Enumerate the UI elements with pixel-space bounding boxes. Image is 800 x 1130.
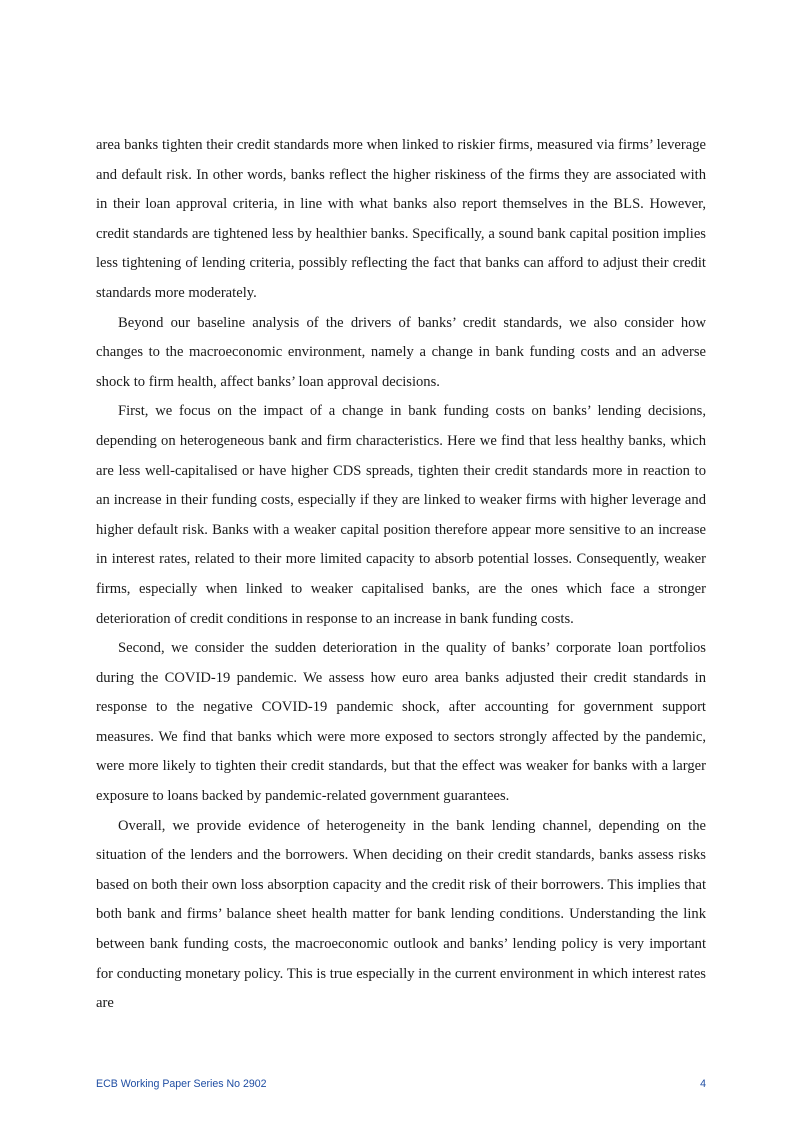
- paragraph-3: First, we focus on the impact of a change in bank funding costs on banks’ lending decisions, depending on heterogeneous bank and firm characteristics. Here we find that less healthy banks, which are less well-capitalised or have higher CDS spreads, tighten their credit standards more in reaction to an increase in their funding costs, especially if they are linked to weaker firms with higher leverage and higher default risk. Banks with a weaker capital position therefore appear more sensitive to an increase in interest rates, related to their more limited capacity to absorb potential losses. Consequently, weaker firms, especially when linked to weaker capitalised banks, are the ones which face a stronger deterioration of credit conditions in response to an increase in bank funding costs.: [96, 403, 706, 627]
- paragraph-1: area banks tighten their credit standards more when linked to riskier firms, measured via firms’ leverage and default risk. In other words, banks reflect the higher riskiness of the firms they are associated with in their loan approval criteria, in line with what banks also report themselves in the BLS. However, credit standards are tightened less by healthier banks. Specifically, a sound bank capital position implies less tightening of lending criteria, possibly reflecting the fact that banks can afford to adjust their credit standards more moderately.: [96, 137, 706, 301]
- page-footer: [96, 1078, 706, 1090]
- footer-series-title: ECB Working Paper Series No 2902: [96, 1078, 267, 1090]
- footer-page-number: 4: [700, 1078, 706, 1090]
- body-text: [96, 131, 706, 1019]
- paragraph-5: Overall, we provide evidence of heterogeneity in the bank lending channel, depending on the situation of the lenders and the borrowers. When deciding on their credit standards, banks assess risks based on both their own loss absorption capacity and the credit risk of their borrowers. This implies that both bank and firms’ balance sheet health matter for bank lending conditions. Understanding the link between bank funding costs, the macroeconomic outlook and banks’ lending policy is very important for conducting monetary policy. This is true especially in the current environment in which interest rates are: [96, 817, 706, 1012]
- paragraph-2: Beyond our baseline analysis of the drivers of banks’ credit standards, we also consider how changes to the macroeconomic environment, namely a change in bank funding costs and an adverse shock to firm health, affect banks’ loan approval decisions.: [96, 314, 706, 390]
- paragraph-4: Second, we consider the sudden deterioration in the quality of banks’ corporate loan portfolios during the COVID-19 pandemic. We assess how euro area banks adjusted their credit standards in response to the negative COVID-19 pandemic shock, after accounting for government support measures. We find that banks which were more exposed to sectors strongly affected by the pandemic, were more likely to tighten their credit standards, but that the effect was weaker for banks with a larger exposure to loans backed by pandemic-related government guarantees.: [96, 640, 706, 805]
